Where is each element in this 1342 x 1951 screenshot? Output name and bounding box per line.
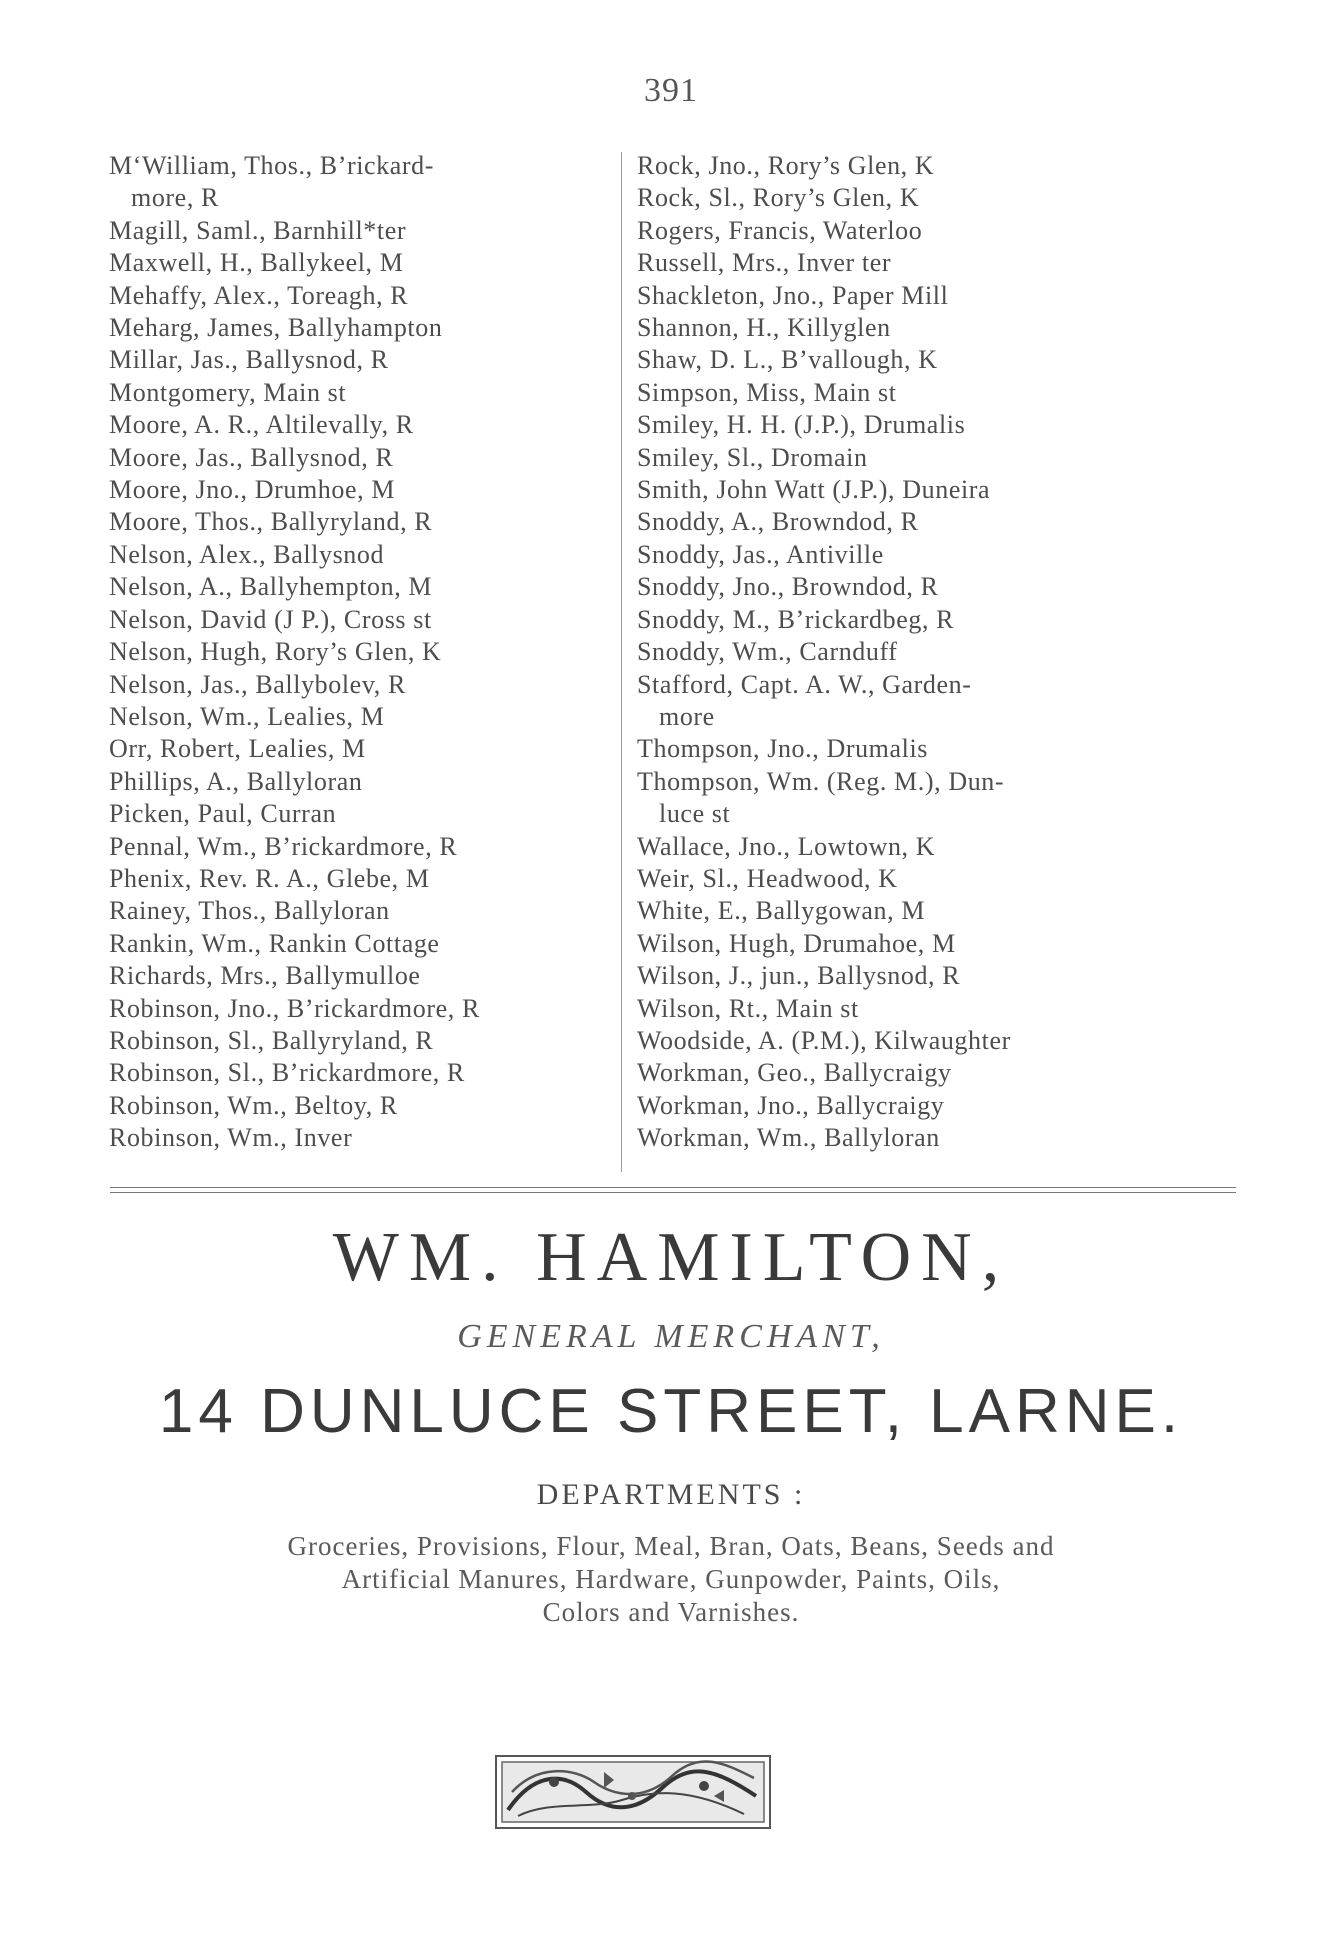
directory-entry: Wilson, Hugh, Drumahoe, M [637,928,956,958]
decorative-tailpiece-icon [494,1752,772,1832]
directory-entry: Nelson, Wm., Lealies, M [109,701,385,731]
directory-entry: Wilson, Rt., Main st [637,993,859,1023]
directory-entry: more [659,701,715,731]
directory-left-column [109,150,607,1155]
goods-line-3: Colors and Varnishes. [542,1597,800,1627]
directory-entry: Richards, Mrs., Ballymulloe [109,961,421,991]
goods-line-2: Artificial Manures, Hardware, Gunpowder, Paints, Oils, [341,1564,1001,1594]
directory-entry: Moore, Jas., Ballysnod, R [109,442,394,472]
directory-entry: Thompson, Jno., Drumalis [637,734,929,764]
directory-entry: Pennal, Wm., B’rickardmore, R [109,831,458,861]
directory-entry: M‘William, Thos., B’rickard- [109,151,435,180]
directory-entry: Meharg, James, Ballyhampton [109,313,443,343]
directory-entry: Robinson, Sl., Ballyryland, R [109,1025,434,1055]
column-divider [621,152,622,1172]
directory-entry: Stafford, Capt. A. W., Garden- [637,669,972,699]
directory-entry: more, R [131,183,219,213]
section-rule-top [110,1187,1236,1188]
advertiser-name: WM. HAMILTON, [332,1219,1010,1296]
directory-entry: Wilson, J., jun., Ballysnod, R [637,961,961,991]
directory-entry: Snoddy, A., Browndod, R [637,507,919,537]
directory-entry: Russell, Mrs., Inver ter [637,248,892,278]
directory-entry: Snoddy, Wm., Carnduff [637,637,898,667]
advertiser-address: 14 DUNLUCE STREET, LARNE. [158,1377,1184,1446]
directory-entry: Robinson, Jno., B’rickardmore, R [109,993,480,1023]
directory-entry: Rainey, Thos., Ballyloran [109,896,390,926]
directory-entry: Smiley, H. H. (J.P.), Drumalis [637,410,966,440]
directory-right-column [637,150,1157,1155]
directory-entry: Snoddy, Jas., Antiville [637,539,884,569]
directory-entry: Rogers, Francis, Waterloo [637,215,923,245]
goods-list [90,1530,1252,1629]
directory-entry: luce st [659,799,731,829]
directory-entry: Nelson, David (J P.), Cross st [109,604,432,634]
directory-entry: Thompson, Wm. (Reg. M.), Dun- [637,766,1005,796]
directory-entry: Orr, Robert, Lealies, M [109,734,366,764]
directory-entry: Phenix, Rev. R. A., Glebe, M [109,863,430,893]
directory-entry: Moore, Jno., Drumhoe, M [109,475,396,505]
directory-entry: Workman, Geo., Ballycraigy [637,1058,952,1088]
directory-entry: Rankin, Wm., Rankin Cottage [109,928,440,958]
directory-entry: Shackleton, Jno., Paper Mill [637,280,949,310]
directory-entry: Mehaffy, Alex., Toreagh, R [109,280,409,310]
directory-entry: Rock, Sl., Rory’s Glen, K [637,183,920,213]
departments-heading: DEPARTMENTS : [536,1478,806,1511]
directory-entry: Phillips, A., Ballyloran [109,766,363,796]
directory-entry: Robinson, Wm., Inver [109,1123,353,1153]
directory-entry: Nelson, Hugh, Rory’s Glen, K [109,637,442,667]
directory-entry: Weir, Sl., Headwood, K [637,863,898,893]
directory-entry: White, E., Ballygowan, M [637,896,926,926]
directory-entry: Rock, Jno., Rory’s Glen, K [637,151,935,180]
goods-line-1: Groceries, Provisions, Flour, Meal, Bran, Oats, Beans, Seeds and [287,1531,1055,1561]
directory-entry: Montgomery, Main st [109,377,347,407]
directory-entry: Nelson, Jas., Ballybolev, R [109,669,406,699]
directory-entry: Shaw, D. L., B’vallough, K [637,345,938,375]
directory-entry: Picken, Paul, Curran [109,799,337,829]
directory-entry: Maxwell, H., Ballykeel, M [109,248,404,278]
directory-entry: Moore, A. R., Altilevally, R [109,410,414,440]
directory-entry: Workman, Wm., Ballyloran [637,1123,940,1153]
directory-entry: Woodside, A. (P.M.), Kilwaughter [637,1025,1011,1055]
directory-entry: Nelson, Alex., Ballysnod [109,539,385,569]
directory-entry: Wallace, Jno., Lowtown, K [637,831,936,861]
directory-entry: Workman, Jno., Ballycraigy [637,1090,945,1120]
directory-entry: Shannon, H., Killyglen [637,313,891,343]
directory-entry: Snoddy, Jno., Browndod, R [637,572,939,602]
directory-entry: Robinson, Wm., Beltoy, R [109,1090,398,1120]
directory-entry: Smith, John Watt (J.P.), Duneira [637,475,991,505]
directory-entry: Robinson, Sl., B’rickardmore, R [109,1058,465,1088]
directory-entry: Simpson, Miss, Main st [637,377,897,407]
section-rule-bottom [110,1192,1236,1193]
directory-entry: Smiley, Sl., Dromain [637,442,868,472]
directory-entry: Millar, Jas., Ballysnod, R [109,345,389,375]
page-number: 391 [644,72,698,109]
directory-entry: Snoddy, M., B’rickardbeg, R [637,604,955,634]
directory-entry: Moore, Thos., Ballyryland, R [109,507,433,537]
directory-entry: Magill, Saml., Barnhill*ter [109,215,407,245]
advertiser-trade: GENERAL MERCHANT, [457,1318,885,1355]
directory-entry: Nelson, A., Ballyhempton, M [109,572,433,602]
